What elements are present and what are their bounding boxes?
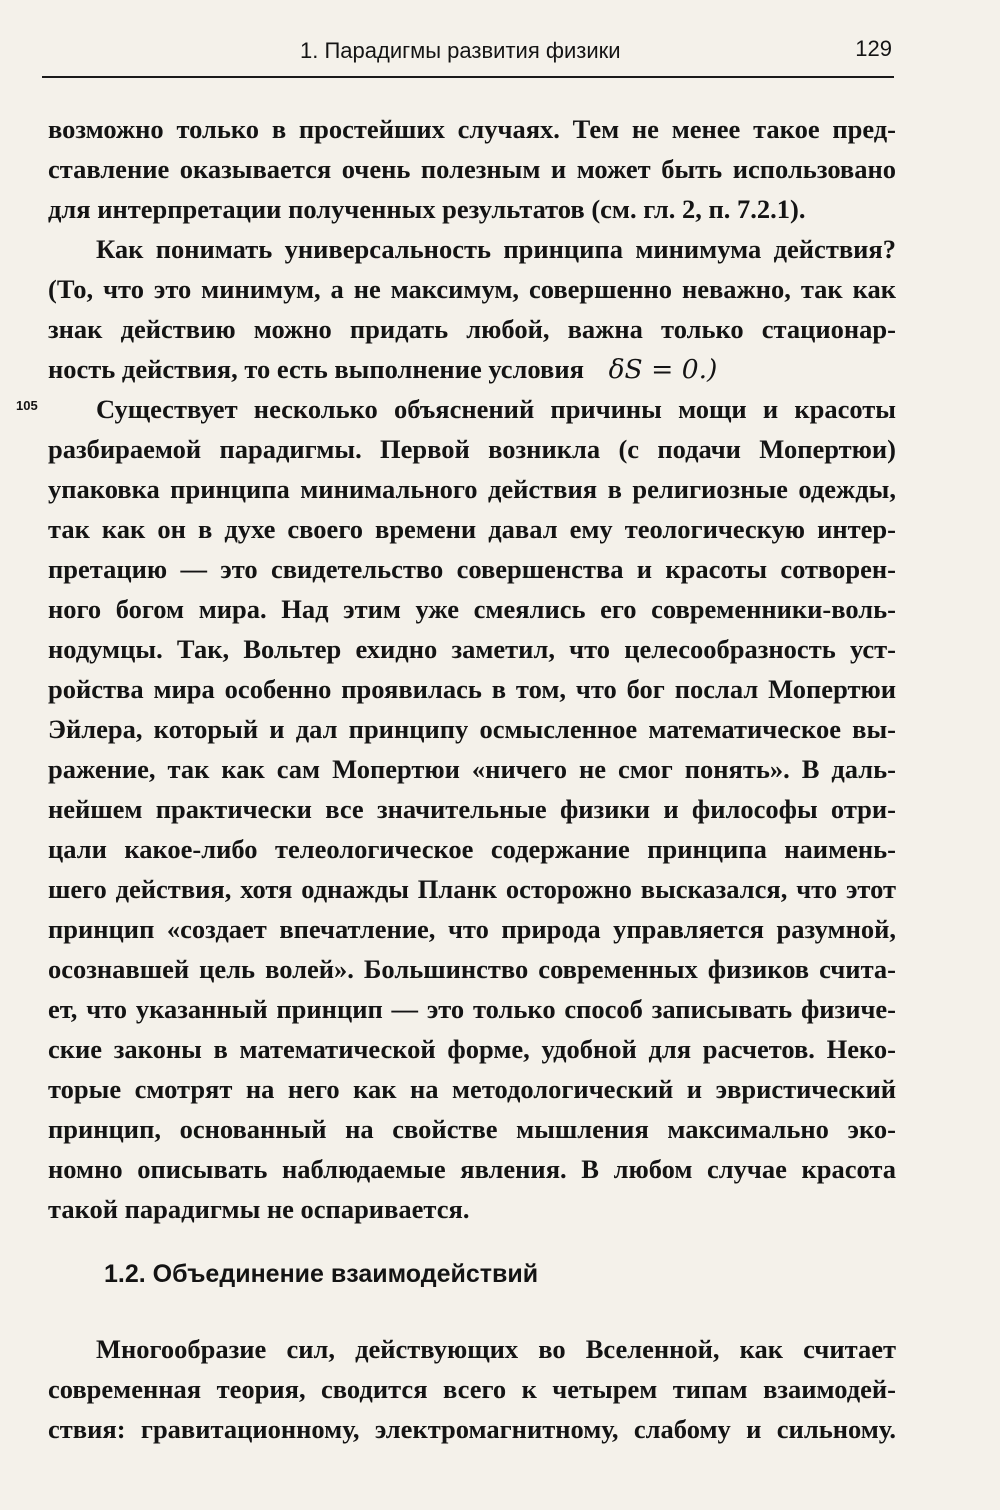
paragraph-3-line-12: цали какое-либо телеологическое содержание принципа наимень- bbox=[48, 834, 896, 864]
paragraph-3-line-8: ройства мира особенно проявилась в том, что бог послал Мопертюи bbox=[48, 674, 896, 704]
paragraph-3-line-11: нейшем практически все значительные физики и философы отри- bbox=[48, 794, 896, 824]
paragraph-3-line-15: осознавшей цель волей». Большинство современных физиков счита- bbox=[48, 954, 896, 984]
paragraph-1-line-1: возможно только в простейших случаях. Тем не менее такое пред- bbox=[48, 114, 896, 144]
paragraph-3-line-7: нодумцы. Так, Вольтер ехидно заметил, что целесообразность уст- bbox=[48, 634, 896, 664]
paragraph-2-line-2: (То, что это минимум, а не максимум, совершенно неважно, так как bbox=[48, 274, 896, 304]
paragraph-2-line-1: Как понимать универсальность принципа минимума действия? bbox=[96, 234, 896, 264]
section-heading: 1.2. Объединение взаимодействий bbox=[104, 1260, 539, 1288]
paragraph-3-line-10: ражение, так как сам Мопертюи «ничего не смог понять». В даль- bbox=[48, 754, 896, 784]
paragraph-3-line-5: претацию — это свидетельство совершенства и красоты сотворен- bbox=[48, 554, 896, 584]
paragraph-3-line-13: шего действия, хотя однажды Планк осторожно высказался, что этот bbox=[48, 874, 896, 904]
paragraph-3-line-1: Существует несколько объяснений причины мощи и красоты bbox=[96, 394, 896, 424]
paragraph-2-line-4-text: ность действия, то есть выполнение условия bbox=[48, 354, 584, 384]
paragraph-3-line-20: номно описывать наблюдаемые явления. В любом случае красота bbox=[48, 1154, 896, 1184]
paragraph-3-line-19: принцип, основанный на свойстве мышления максимально эко- bbox=[48, 1114, 896, 1144]
paragraph-3-line-16: ет, что указанный принцип — это только способ записывать физиче- bbox=[48, 994, 896, 1024]
paragraph-3-line-3: упаковка принципа минимального действия в религиозные одежды, bbox=[48, 474, 896, 504]
paragraph-1-line-3: для интерпретации полученных результатов (см. гл. 2, п. 7.2.1). bbox=[48, 194, 806, 224]
paragraph-3-line-21: такой парадигмы не оспаривается. bbox=[48, 1194, 470, 1224]
running-title: 1. Парадигмы развития физики bbox=[300, 38, 621, 63]
paragraph-1-line-2: ставление оказывается очень полезным и может быть использовано bbox=[48, 154, 896, 184]
paragraph-3-line-18: торые смотрят на него как на методологический и эвристический bbox=[48, 1074, 896, 1104]
running-head bbox=[42, 28, 894, 78]
paragraph-3-line-2: разбираемой парадигмы. Первой возникла (с подачи Мопертюи) bbox=[48, 434, 896, 464]
paragraph-3-line-4: так как он в духе своего времени давал ему теологическую интер- bbox=[48, 514, 896, 544]
section-line-2: современная теория, сводится всего к четырем типам взаимодей- bbox=[48, 1374, 896, 1404]
paragraph-2-line-3: знак действию можно придать любой, важна только стационар- bbox=[48, 314, 896, 344]
paragraph-3-line-17: ские законы в математической форме, удобной для расчетов. Неко- bbox=[48, 1034, 896, 1064]
page-number: 129 bbox=[855, 36, 892, 61]
section-line-3: ствия: гравитационному, электромагнитному, слабому и сильному. bbox=[48, 1414, 896, 1444]
section-line-1: Многообразие сил, действующих во Вселенной, как считает bbox=[96, 1334, 896, 1364]
paragraph-3-line-6: ного богом мира. Над этим уже смеялись его современники-воль- bbox=[48, 594, 896, 624]
paragraph-3-line-14: принцип «создает впечатление, что природа управляется разумной, bbox=[48, 914, 896, 944]
paragraph-2-line-4 bbox=[48, 352, 896, 387]
paragraph-3-line-9: Эйлера, который и дал принципу осмысленное математическое вы- bbox=[48, 714, 896, 744]
formula-delta-s: δS = 0.) bbox=[608, 354, 718, 385]
margin-page-reference: 105 bbox=[16, 398, 38, 413]
